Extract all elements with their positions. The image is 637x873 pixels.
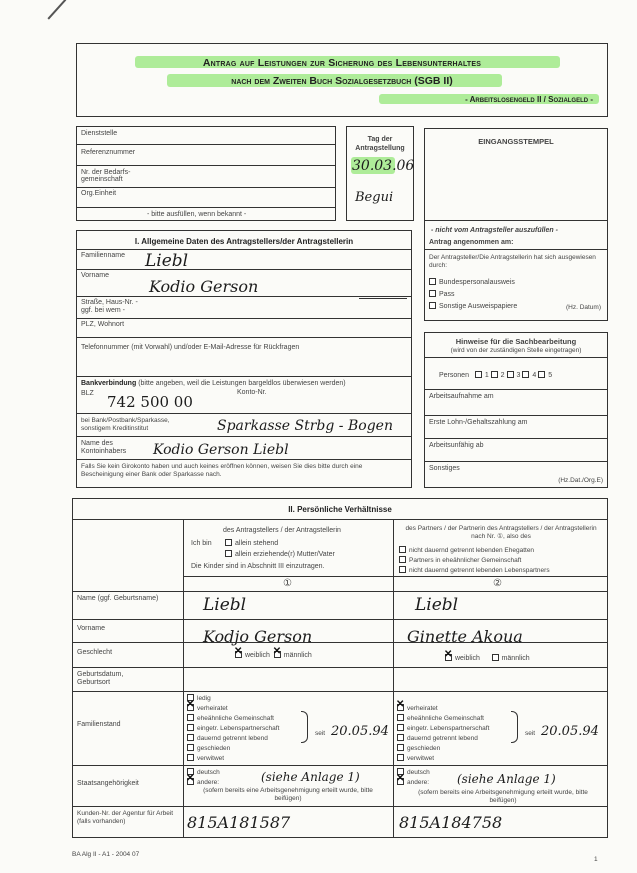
familienstand-label: Familienstand [77, 721, 121, 728]
inhaber-value: Kodio Gerson Liebl [153, 442, 289, 458]
arbeitsunfaehig-label: Arbeitsunfähig ab [429, 442, 484, 449]
seit1-value: 20.05.94 [331, 724, 389, 739]
kunden-label: Kunden-Nr. der Agentur für Arbeit (falls vorhanden) [77, 810, 174, 825]
erste-lohn-label: Erste Lohn-/Gehaltszahlung am [429, 419, 528, 426]
fs2-brace [511, 711, 518, 743]
geschlecht1: ✕ weiblich ✕ männlich [235, 651, 312, 659]
telefon-label: Telefonnummer (mit Vorwahl) und/oder E-Mail-Adresse für Rückfragen [81, 344, 300, 351]
seit1-label: seit [315, 730, 326, 737]
ausgewiesen-label: Der Antragsteller/Die Antragstellerin hat sich ausgewiesen durch: [429, 254, 596, 269]
geschlecht2: ✕ weiblich männlich [445, 654, 530, 662]
eingangsstempel-box [424, 128, 608, 221]
ich-bin-label: Ich bin [191, 540, 212, 547]
geburt-label: Geburtsdatum, Geburtsort [77, 671, 124, 687]
staat2-value: (siehe Anlage 1) [457, 772, 556, 786]
allein-stehend-option: allein stehend [225, 539, 278, 547]
footer-code: BA Alg II - A1 - 2004 07 [72, 851, 140, 858]
plz-label: PLZ, Wohnort [81, 321, 125, 328]
name1-value: Liebl [203, 595, 247, 615]
eingang-note: - nicht vom Antragsteller auszufüllen - [431, 227, 558, 234]
fs1-getrennt: dauernd getrennt lebend [187, 734, 268, 743]
bedarfsgemeinschaft-label: Nr. der Bedarfs-gemeinschaft [81, 169, 131, 183]
eingang-option-2: Pass [429, 290, 455, 298]
tag-antragstellung-box [346, 126, 414, 221]
footer-page: 1 [594, 856, 598, 863]
tag-signature: Begui [355, 190, 394, 205]
name2-value: Liebl [415, 595, 459, 615]
partner-option-3: nicht dauernd getrennt lebenden Lebenspartners [399, 566, 550, 575]
partner-option-2: Partners in eheähnlicher Gemeinschaft [399, 556, 521, 565]
bankname-value: Sparkasse Strbg - Bogen [217, 418, 393, 434]
name-label: Name (ggf. Geburtsname) [77, 595, 159, 602]
subtitle: - Arbeitslosengeld II / Sozialgeld - [465, 95, 593, 104]
partner-option-1: nicht dauernd getrennt lebenden Ehegatten [399, 546, 534, 555]
sachbearbeitung-box [424, 332, 608, 488]
blz-label: BLZ [81, 390, 94, 397]
blz-value: 742 500 00 [107, 393, 193, 411]
title-line2: nach dem Zweiten Buch Sozialgesetzbuch (SGB II) [231, 75, 453, 87]
kunden2-value: 815A184758 [399, 813, 503, 832]
seit2-value: 20.05.94 [541, 724, 599, 739]
seit2-label: seit [525, 730, 536, 737]
familienname-label: Familienname [81, 252, 125, 259]
girokonto-note: Falls Sie kein Girokonto haben und auch keines eröffnen können, weisen Sie dies bitte durch eine Bescheinigung einer Bank oder Sparkasse nach. [81, 463, 363, 479]
fs2-verwitwet: verwitwet [397, 754, 434, 763]
section1-box [76, 230, 412, 488]
eingang-option-1: Bundespersonalausweis [429, 278, 515, 286]
office-box [76, 126, 336, 221]
staple-mark [47, 0, 66, 19]
fs1-verwitwet: verwitwet [187, 754, 224, 763]
col2-head: des Partners / der Partnerin des Antragstellers / der Antragstellerin nach Nr. ①, also des [405, 525, 597, 540]
hz-dat-label: (Hz.Dat./Org.E) [558, 477, 603, 484]
sonstiges-label: Sonstiges [429, 465, 460, 472]
vorname2-label: Vorname [77, 625, 106, 632]
vorname-value: Kodio Gerson [149, 277, 259, 296]
col1-number: ① [283, 578, 292, 589]
bankname-label: bei Bank/Postbank/Sparkasse, sonstigem Kreditinstitut [81, 417, 170, 432]
header-box [76, 43, 608, 117]
staat1-andere: ✕andere: [187, 778, 219, 787]
vorname-label: Vorname [81, 272, 110, 279]
tag-label-1: Tag der [367, 136, 393, 143]
col2-number: ② [493, 578, 502, 589]
bank-label: Bankverbindung (bitte angeben, weil die Leistungen bargeldlos überwiesen werden) [81, 380, 346, 387]
fs2-lebenspartner: eingetr. Lebenspartnerschaft [397, 724, 489, 733]
geschlecht-label: Geschlecht [77, 649, 113, 656]
tag-label-2: Antragstellung [355, 145, 405, 152]
allein-erziehend-option: allein erziehende(r) Mutter/Vater [225, 550, 335, 558]
kinder-note: Die Kinder sind in Abschnitt III einzutragen. [191, 563, 325, 570]
strasse-label: Straße, Haus-Nr. - ggf. bei wem - [81, 299, 138, 315]
fs1-verheiratet: ✕verheiratet [187, 704, 228, 713]
hz-datum-label: (Hz. Datum) [565, 304, 601, 311]
col1-head: des Antragstellers / der Antragstellerin [223, 527, 341, 534]
staat-label: Staatsangehörigkeit [77, 780, 139, 787]
section2-box [72, 498, 608, 838]
section1-title: I. Allgemeine Daten des Antragstellers/der Antragstellerin [134, 237, 354, 246]
antrag-date: 30.03.06 [352, 158, 415, 174]
angenommen-label: Antrag angenommen am: [429, 239, 514, 246]
staat2-andere: ✕andere: [397, 778, 429, 787]
fs1-eheaehnlich: eheähnliche Gemeinschaft [187, 714, 274, 723]
familienname-value: Liebl [145, 251, 189, 271]
kunden1-value: 815A181587 [187, 813, 291, 832]
staat2-note: (sofern bereits eine Arbeitsgenehmigung erteilt wurde, bitte beifügen) [418, 789, 588, 804]
vorname1-value: Kodjo Gerson [203, 627, 313, 646]
staat1-deutsch: deutsch [187, 768, 220, 777]
section2-title: II. Persönliche Verhältnisse [288, 505, 392, 514]
office-note: - bitte ausfüllen, wenn bekannt - [147, 211, 247, 218]
konto-label: Konto-Nr. [237, 389, 267, 396]
arbeitsaufnahme-label: Arbeitsaufnahme am [429, 393, 494, 400]
personen-row: Personen 1 2 3 4 5 [439, 372, 553, 379]
eingangsstempel-title: EINGANGSSTEMPEL [478, 137, 554, 146]
eingang-option-3: Sonstige Ausweispapiere [429, 302, 517, 310]
fs2-verheiratet: ✕verheiratet [397, 704, 438, 713]
vorname2-value: Ginette Akoua [407, 627, 523, 646]
dienststelle-label: Dienststelle [81, 130, 118, 137]
inhaber-label: Name des Kontoinhabers [81, 440, 127, 456]
fs2-eheaehnlich: eheähnliche Gemeinschaft [397, 714, 484, 723]
staat1-note: (sofern bereits eine Arbeitsgenehmigung erteilt wurde, bitte beifügen) [203, 787, 373, 802]
fs1-lebenspartner: eingetr. Lebenspartnerschaft [187, 724, 279, 733]
fs1-geschieden: geschieden [187, 744, 230, 753]
org-einheit-label: Org.Einheit [81, 190, 117, 197]
fs1-brace [301, 711, 308, 743]
staat1-value: (siehe Anlage 1) [261, 770, 360, 784]
fs2-geschieden: geschieden [397, 744, 440, 753]
fs1-ledig: ledig [187, 694, 211, 703]
staat2-deutsch: deutsch [397, 768, 430, 777]
title-line1: Antrag auf Leistungen zur Sicherung des Lebensunterhaltes [202, 57, 482, 69]
eingang-detail-box [424, 221, 608, 321]
sachbearbeitung-subtitle: (wird von der zuständigen Stelle eingetragen) [450, 347, 582, 354]
referenznummer-label: Referenznummer [81, 149, 136, 156]
fs2-getrennt: dauernd getrennt lebend [397, 734, 478, 743]
sachbearbeitung-title: Hinweise für die Sachbearbeitung [455, 337, 577, 346]
